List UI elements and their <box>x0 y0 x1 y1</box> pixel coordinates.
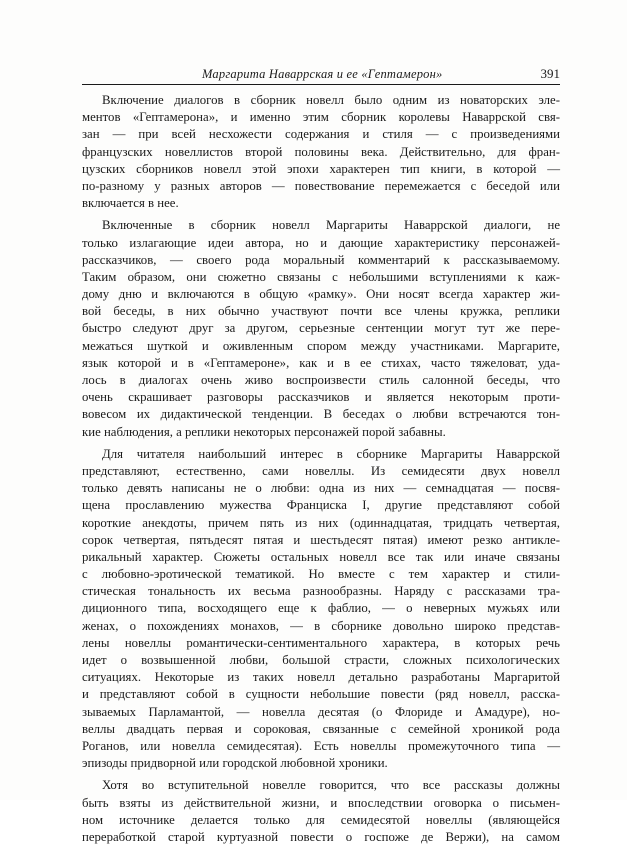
text-line: кие наблюдения, а реплики некоторых персонажей порой забавны. <box>82 424 446 439</box>
body-text <box>82 92 560 851</box>
header-rule <box>82 84 560 85</box>
text-line: зываемых Парламантой, — новелла десятая (о Флориде и Амадуре), но- <box>82 704 560 719</box>
text-line: Включение диалогов в сборник новелл было одним из новаторских эле- <box>102 93 560 107</box>
text-line: идет о возвышенной любви, большой страсти, сложных психологических <box>82 653 560 667</box>
text-line: переработкой старой куртуазной повести о госпоже де Вержи), на самом <box>82 829 560 844</box>
text-line: быть взяты из действительной жизни, и впоследствии оговорка о письмен- <box>82 795 560 810</box>
running-head-title: Маргарита Наваррская и ее «Гептамерон» <box>202 67 443 81</box>
text-line: женах, о похождениях монахов, — в сборнике довольно широко представ- <box>82 618 560 633</box>
text-line: лены новеллы романтически-сентиментального характера, в которых речь <box>82 635 560 650</box>
text-line: дому дню и включаются в общую «рамку». Они носят всегда характер жи- <box>82 287 560 302</box>
paragraph <box>82 446 560 773</box>
text-line: ментов «Гептамерона», и именно этим сборник королевы Наваррской свя- <box>82 110 560 125</box>
text-line: Хотя во вступительной новелле говорится, что все рассказы должны <box>102 778 560 793</box>
text-line: рассказчиков, — своего рода моральный комментарий к рассказываемому. <box>82 252 560 267</box>
page-number: 391 <box>540 66 560 81</box>
text-line: вовесом их дидактической тенденции. В беседах о любви встречаются тон- <box>82 407 560 422</box>
text-line: лось в диалогах очень живо воспроизвести стиль салонной беседы, что <box>82 373 560 387</box>
paragraph <box>82 777 560 846</box>
text-line: включается в нее. <box>82 196 179 211</box>
text-line: Для читателя наибольший интерес в сборнике Маргариты Наваррской <box>102 446 560 461</box>
text-line: веллы двадцать первая и сороковая, связанные с семейной хроникой рода <box>82 721 560 736</box>
paragraph <box>82 92 560 212</box>
text-line: быстро следуют друг за другом, серьезные сентенции могут тут же пере- <box>82 321 560 336</box>
text-line: Включенные в сборник новелл Маргариты Наваррской диалоги, не <box>102 218 560 233</box>
text-line: диционного типа, восходящего еще к фаблио, — о неверных мужьях или <box>82 601 560 616</box>
text-line: межаться шуткой и оживленным спором между участниками. Маргарите, <box>82 338 560 353</box>
paragraph <box>82 217 560 440</box>
text-line: только излагающие идеи автора, но и дающие характеристику персонажей- <box>82 235 560 250</box>
text-line: Роганов, или новелла семидесятая). Есть новеллы промежуточного типа — <box>82 738 560 753</box>
text-line: с любовно-эротической тематикой. Но вместе с тем характер и стили- <box>82 567 560 582</box>
text-line: ситуациях. Некоторые из таких новелл детально разработаны Маргаритой <box>82 670 560 685</box>
text-line: представляют, естественно, сами новеллы. Из семидесяти двух новелл <box>82 463 560 478</box>
text-line: короткие анекдоты, причем пять из них (одиннадцатая, тридцать четвертая, <box>82 515 560 530</box>
running-head <box>82 60 560 84</box>
text-line: очень скрашивает разговоры рассказчиков и является некоторым проти- <box>82 390 560 405</box>
text-line: цузских сборников новелл этой эпохи характерен тип книги, в которой — <box>82 161 560 176</box>
text-line: зан — при всей несхожести содержания и стиля — с произведениями <box>82 127 560 142</box>
text-line: только девять написаны не о любви: одна из них — семнадцатая — посвя- <box>82 481 560 496</box>
text-line: эпизоды придворной или городской любовной хроники. <box>82 756 388 771</box>
text-line: щена прославлению мужества Франциска I, другие представляют собой <box>82 498 560 513</box>
text-line: язык которой и в «Гептамероне», как и в ее стихах, часто тяжеловат, уда- <box>82 355 560 370</box>
text-line: вой беседы, в них обычно участвуют почти все члены кружка, реплики <box>82 304 560 319</box>
text-line: рикальный характер. Сюжеты остальных новелл все так или иначе связаны <box>82 549 560 564</box>
text-line: ном источнике делается только для семидесятой новеллы (являющейся <box>82 812 560 827</box>
text-line: сорок четвертая, пятьдесят пятая и шестьдесят пятая) имеют резко антикле- <box>82 532 560 547</box>
text-line: Таким образом, они сюжетно связаны с небольшими вступлениями к каж- <box>82 269 560 284</box>
text-line: и представляют собой в сущности небольшие повести (ряд новелл, расска- <box>82 687 560 702</box>
text-line: французских новеллистов второй половины века. Действительно, для фран- <box>82 144 560 159</box>
text-line: стическая тональность их весьма разнообразны. Наряду с рассказами тра- <box>82 584 560 599</box>
text-line: по-разному у разных авторов — повествование перемежается с беседой или <box>82 178 560 193</box>
